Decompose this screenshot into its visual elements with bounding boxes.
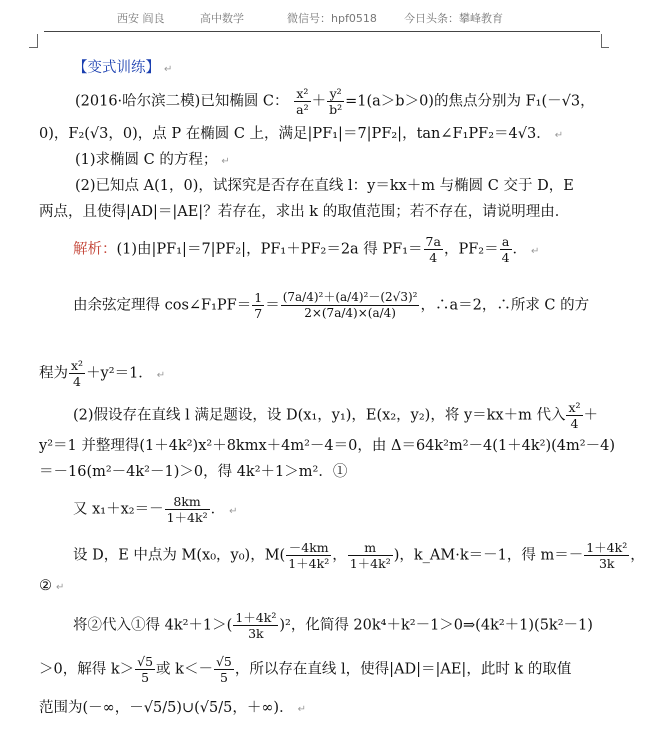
problem-line-2: 0)，F₂(√3，0)，点 P 在椭圆 C 上，满足|PF₁|＝7|PF₂|，tan∠F₁PF₂＝4√3． ↵ bbox=[39, 126, 564, 142]
frac-a-4: $\frac{a}{4}$ bbox=[501, 234, 510, 265]
margin-mark-right bbox=[601, 34, 602, 48]
section-title: 【变式训练】 ↵ bbox=[73, 60, 173, 76]
header-wechat: 微信号：hpf0518 bbox=[287, 12, 377, 25]
header-toutiao: 今日头条：攀峰教育 bbox=[404, 12, 503, 25]
midpoint-line: 设 D，E 中点为 M(x₀，y₀)，M( $\frac{-4km}{\text{1＋4k²}}$ ， $\frac{m}{\text{1＋4k²}}$ )，k_AM·k＝－1，得 m＝－ $\frac{\text{1＋4k²}}{3k}$ ， bbox=[73, 540, 645, 571]
header-rule bbox=[44, 31, 600, 32]
frac-sqrt5-a: $\frac{√5}{5}$ bbox=[137, 654, 154, 685]
frac-4km: $\frac{-4km}{\text{1＋4k²}}$ bbox=[288, 540, 330, 571]
part2-line-1: (2)假设存在直线 l 满足题设，设 D(x₁，y₁)，E(x₂，y₂)，将 y＝kx＋m 代入 $\frac{\text{x²}}{4}$ ＋ bbox=[73, 400, 599, 431]
header-author: 西安 阎良 bbox=[117, 12, 165, 25]
question-2: (2)已知点 A(1，0)，试探究是否存在直线 l：y＝kx＋m 与椭圆 C 交于 D，E bbox=[75, 178, 574, 194]
frac-1-7: $\frac{1}{7}$ bbox=[254, 290, 263, 321]
frac-cosine: $\frac{\text{(7a/4)²＋(a/4)²－(2√3)²}}{2\times(7a/4)\times(a/4)}$ bbox=[282, 290, 418, 320]
margin-mark-right-h bbox=[601, 47, 609, 48]
margin-mark-left-h bbox=[29, 47, 37, 48]
frac-7a-4: $\frac{7a}{4}$ bbox=[425, 234, 441, 265]
page-header bbox=[0, 6, 640, 26]
result-line: ＞0，解得 k＞ $\frac{√5}{5}$ 或 k＜－ $\frac{√5}{5}$ ，所以存在直线 l，使得|AD|＝|AE|，此时 k 的取值 bbox=[39, 654, 572, 685]
frac-m-value: $\frac{\text{1＋4k²}}{3k}$ bbox=[586, 540, 628, 571]
part2-line-3: ＝－16(m²－4k²－1)＞0，得 4k²＋1＞m²．① bbox=[39, 464, 348, 480]
part2-line-2: y²＝1 并整理得(1＋4k²)x²＋8kmx＋4m²－4＝0，由 Δ＝64k²m²－4(1＋4k²)(4m²－4) bbox=[39, 438, 615, 454]
frac-y2-b2: $\frac{\text{y²}}{\text{b²}}$ bbox=[329, 86, 343, 117]
margin-mark-left bbox=[37, 34, 38, 48]
equation-line: 程为 $\frac{\text{x²}}{4}$ ＋y²＝1． ↵ bbox=[39, 358, 166, 389]
substitute-line: 将②代入①得 4k²＋1＞( $\frac{\text{1＋4k²}}{3k}$ )²，化简得 20k⁴＋k²－1＞0⇒(4k²＋1)(5k²－1) bbox=[73, 610, 593, 641]
circle-2: ② ↵ bbox=[39, 578, 65, 594]
header-subject: 高中数学 bbox=[200, 12, 244, 25]
frac-x2-4: $\frac{\text{x²}}{4}$ bbox=[71, 358, 84, 389]
cosine-line: 由余弦定理得 cos∠F₁PF＝ $\frac{1}{7}$ ＝ $\frac{\text{(7a/4)²＋(a/4)²－(2√3)²}}{2\times(7a/4)\times(a/4)}$ ，∴a＝2，∴所求 C 的方 bbox=[73, 290, 590, 321]
range-line: 范围为(－∞，－√5/5)∪(√5/5，＋∞)． ↵ bbox=[39, 700, 306, 716]
problem-line-1: (2016·哈尔滨二模)已知椭圆 C： $\frac{\text{x²}}{\text{a²}}$ ＋ $\frac{\text{y²}}{\text{b²}}$ =1(a＞b＞0)的焦点分别为 F₁(－√3， bbox=[75, 86, 595, 117]
question-1: (1)求椭圆 C 的方程； ↵ bbox=[75, 152, 230, 168]
frac-m: $\frac{m}{\text{1＋4k²}}$ bbox=[349, 540, 391, 571]
sum-line: 又 x₁＋x₂＝－ $\frac{8km}{\text{1＋4k²}}$ ． ↵ bbox=[73, 494, 238, 525]
frac-sqrt5-b: $\frac{√5}{5}$ bbox=[215, 654, 232, 685]
frac-sub: $\frac{\text{1＋4k²}}{3k}$ bbox=[235, 610, 277, 641]
frac-8km: $\frac{8km}{\text{1＋4k²}}$ bbox=[166, 494, 208, 525]
solution-line-1: 解析：(1)由|PF₁|＝7|PF₂|，PF₁＋PF₂＝2a 得 PF₁＝ $\frac{7a}{4}$ ，PF₂＝ $\frac{a}{4}$ ． ↵ bbox=[73, 234, 540, 265]
frac-x2-4b: $\frac{\text{x²}}{4}$ bbox=[568, 400, 581, 431]
question-2-cont: 两点，且使得|AD|＝|AE|？若存在，求出 k 的取值范围；若不存在，请说明理由． bbox=[39, 204, 570, 220]
jiexi-label: 解析： bbox=[73, 241, 117, 258]
frac-x2-a2: $\frac{\text{x²}}{\text{a²}}$ bbox=[296, 86, 309, 117]
